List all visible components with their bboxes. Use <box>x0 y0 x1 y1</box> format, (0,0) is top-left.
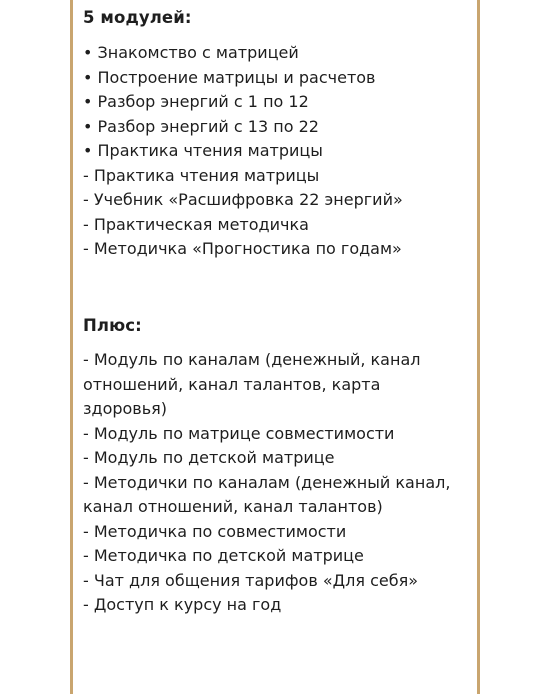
list-item: - Практическая методичка <box>83 214 309 234</box>
list-item: - Учебник «Расшифровка 22 энергий» <box>83 190 403 209</box>
list-item: • Разбор энергий с 13 по 22 <box>83 116 319 136</box>
list-item: • Практика чтения матрицы <box>83 141 323 160</box>
list-item: • Разбор энергий с 1 по 12 <box>83 92 309 111</box>
list-item: - Практика чтения матрицы <box>83 165 320 185</box>
list-item: - Методичка по совместимости <box>83 521 347 541</box>
plus-list <box>83 348 463 618</box>
list-item: - Методичка по детской матрице <box>83 546 364 565</box>
list-item: • Построение матрицы и расчетов <box>83 67 376 87</box>
modules-list <box>83 41 403 262</box>
list-item: - Чат для общения тарифов «Для себя» <box>83 570 418 590</box>
plus-heading: Плюс: <box>83 316 142 335</box>
modules-heading: 5 модулей: <box>83 8 192 27</box>
list-item: - Методичка «Прогностика по годам» <box>83 239 402 258</box>
list-item: - Модуль по матрице совместимости <box>83 423 395 443</box>
list-item: - Доступ к курсу на год <box>83 595 282 614</box>
list-item: - Модуль по детской матрице <box>83 448 335 467</box>
list-item: - Модуль по каналам (денежный, канал отношений, канал талантов, карта здоровья) <box>83 350 421 418</box>
list-item: - Методички по каналам (денежный канал, канал отношений, канал талантов) <box>83 472 451 516</box>
list-item: • Знакомство с матрицей <box>83 43 299 62</box>
